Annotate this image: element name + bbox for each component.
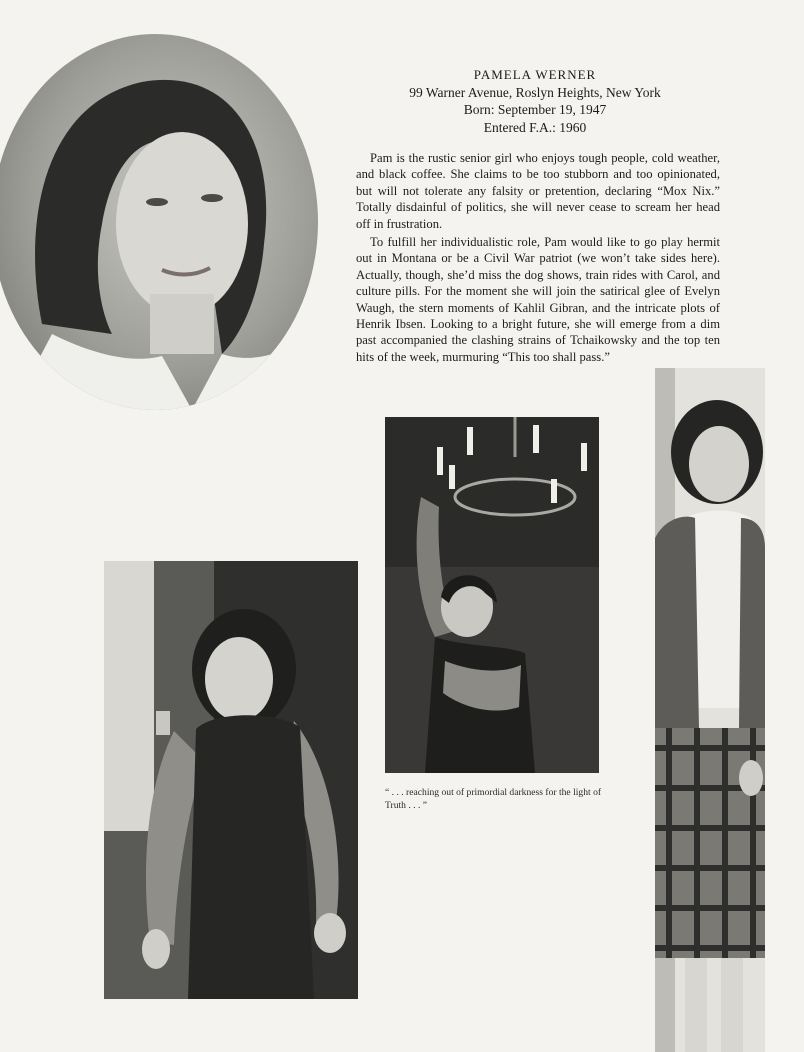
photo-caption: “ . . . reaching out of primordial darkness for the light of Truth . . . ”: [385, 787, 602, 811]
bio-paragraph: Pam is the rustic senior girl who enjoys tough people, cold weather, and black coffee. She claims to be too stubborn and too opinionated, but will not tolerate any falsity or pretention, declaring “Mox Nix.” Totally disdainful of politics, she will never cease to scream her head off in frustration.: [356, 151, 720, 231]
student-bio: [356, 150, 720, 365]
candid-photo-chandelier: [385, 417, 599, 773]
student-heading: [360, 66, 710, 136]
senior-portrait: [0, 0, 340, 442]
student-name: PAMELA WERNER: [473, 67, 597, 82]
portrait-oval: [0, 34, 318, 410]
student-address: 99 Warner Avenue, Roslyn Heights, New York: [409, 84, 661, 100]
photo-illustration: [385, 417, 599, 773]
bio-paragraph: To fulfill her individualistic role, Pam would like to go play hermit out in Montana or be a Civil War patriot (we won’t take sides here). Actually, though, she’d miss the dog shows, train rides with Carol, and culture pills. For the moment she will join the satirical glee of Evelyn Waugh, the stern moments of Kahlil Gibran, and the intricate plots of Henrik Ibsen. Looking to a bright future, she will emerge from a dim past accompanied the clashing strains of Tchaikowsky and the top ten hits of the week, murmuring “This too shall pass.”: [356, 235, 720, 364]
portrait-illustration: [0, 34, 318, 410]
candid-photo-smiling: [104, 561, 358, 999]
candid-photo-standing: [655, 368, 765, 1052]
photo-illustration: [655, 368, 765, 1052]
photo-illustration: [104, 561, 358, 999]
student-birthdate: Born: September 19, 1947: [463, 102, 607, 117]
student-entry-year: Entered F.A.: 1960: [483, 119, 587, 135]
